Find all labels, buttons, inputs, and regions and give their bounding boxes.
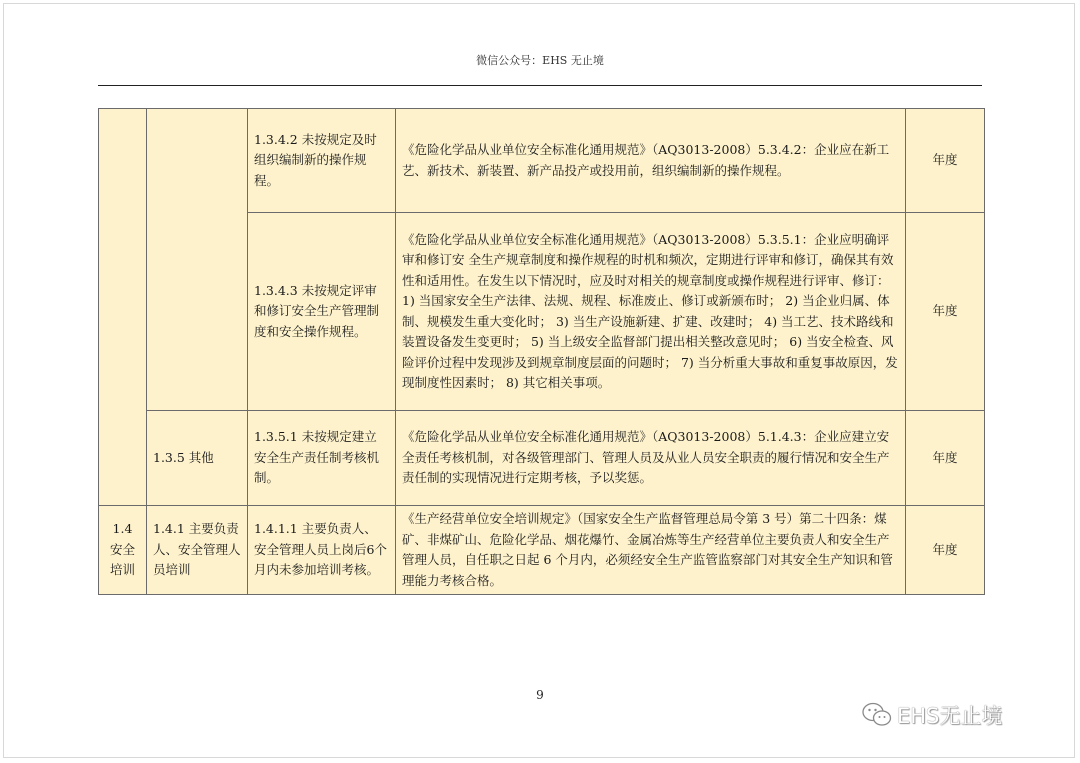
table-row <box>99 506 985 595</box>
basis-cell: 《危险化学品从业单位安全标准化通用规范》（AQ3013-2008）5.3.5.1：企业应明确评审和修订安 全生产规章制度和操作规程的时机和频次，定期进行评审和修订，确保其有效性和适用性。在发生以下情况时，应及时对相关的规章制度或操作规程进行评审、修订： 1) 当国家安全生产法律、法规、规程、标准废止、修订或新颁布时； 2) 当企业归属、体制、规模发生重大变化时； 3) 当生产设施新建、扩建、改建时； 4) 当工艺、技术路线和装置设备发生变更时； 5) 当上级安全监督部门提出相关整改意见时； 6) 当安全检查、风险评价过程中发现涉及到规章制度层面的问题时； 7) 当分析重大事故和重复事故原因，发现制度性因素时； 8) 其它相关事项。 <box>396 213 906 411</box>
table-row <box>99 109 985 213</box>
frequency-cell: 年度 <box>906 506 985 595</box>
sub-item-cell: 1.4.1.1 主要负责人、安全管理人员上岗后6个月内未参加培训考核。 <box>248 506 396 595</box>
sub-item-cell: 1.3.4.3 未按规定评审和修订安全生产管理制度和安全操作规程。 <box>248 213 396 411</box>
wechat-icon <box>862 702 892 728</box>
item-cell <box>147 109 248 411</box>
item-cell: 1.3.5 其他 <box>147 411 248 506</box>
sub-item-cell: 1.3.4.2 未按规定及时组织编制新的操作规程。 <box>248 109 396 213</box>
page-header: 微信公众号：EHS 无止境 <box>476 54 604 67</box>
page-number: 9 <box>536 688 544 702</box>
category-cell: 1.4 安全培训 <box>99 506 147 595</box>
basis-cell: 《生产经营单位安全培训规定》（国家安全生产监督管理总局令第 3 号）第二十四条：煤矿、非煤矿山、危险化学品、烟花爆竹、金属冶炼等生产经营单位主要负责人和安全生产管理人员，自任职之日起 6 个月内，必须经安全生产监管监察部门对其安全生产知识和管理能力考核合格。 <box>396 506 906 595</box>
watermark <box>862 700 1002 730</box>
item-cell: 1.4.1 主要负责人、安全管理人员培训 <box>147 506 248 595</box>
basis-cell: 《危险化学品从业单位安全标准化通用规范》（AQ3013-2008）5.3.4.2：企业应在新工艺、新技术、新装置、新产品投产或投用前，组织编制新的操作规程。 <box>396 109 906 213</box>
table-row <box>99 411 985 506</box>
frequency-cell: 年度 <box>906 109 985 213</box>
frequency-cell: 年度 <box>906 213 985 411</box>
sub-item-cell: 1.3.5.1 未按规定建立安全生产责任制考核机制。 <box>248 411 396 506</box>
header-divider <box>98 85 982 86</box>
watermark-text: EHS无止境 <box>897 704 1003 728</box>
checklist-table <box>98 108 985 595</box>
category-cell <box>99 109 147 506</box>
frequency-cell: 年度 <box>906 411 985 506</box>
basis-cell: 《危险化学品从业单位安全标准化通用规范》（AQ3013-2008）5.1.4.3：企业应建立安全责任考核机制，对各级管理部门、管理人员及从业人员安全职责的履行情况和安全生产责任制的实现情况进行定期考核，予以奖惩。 <box>396 411 906 506</box>
